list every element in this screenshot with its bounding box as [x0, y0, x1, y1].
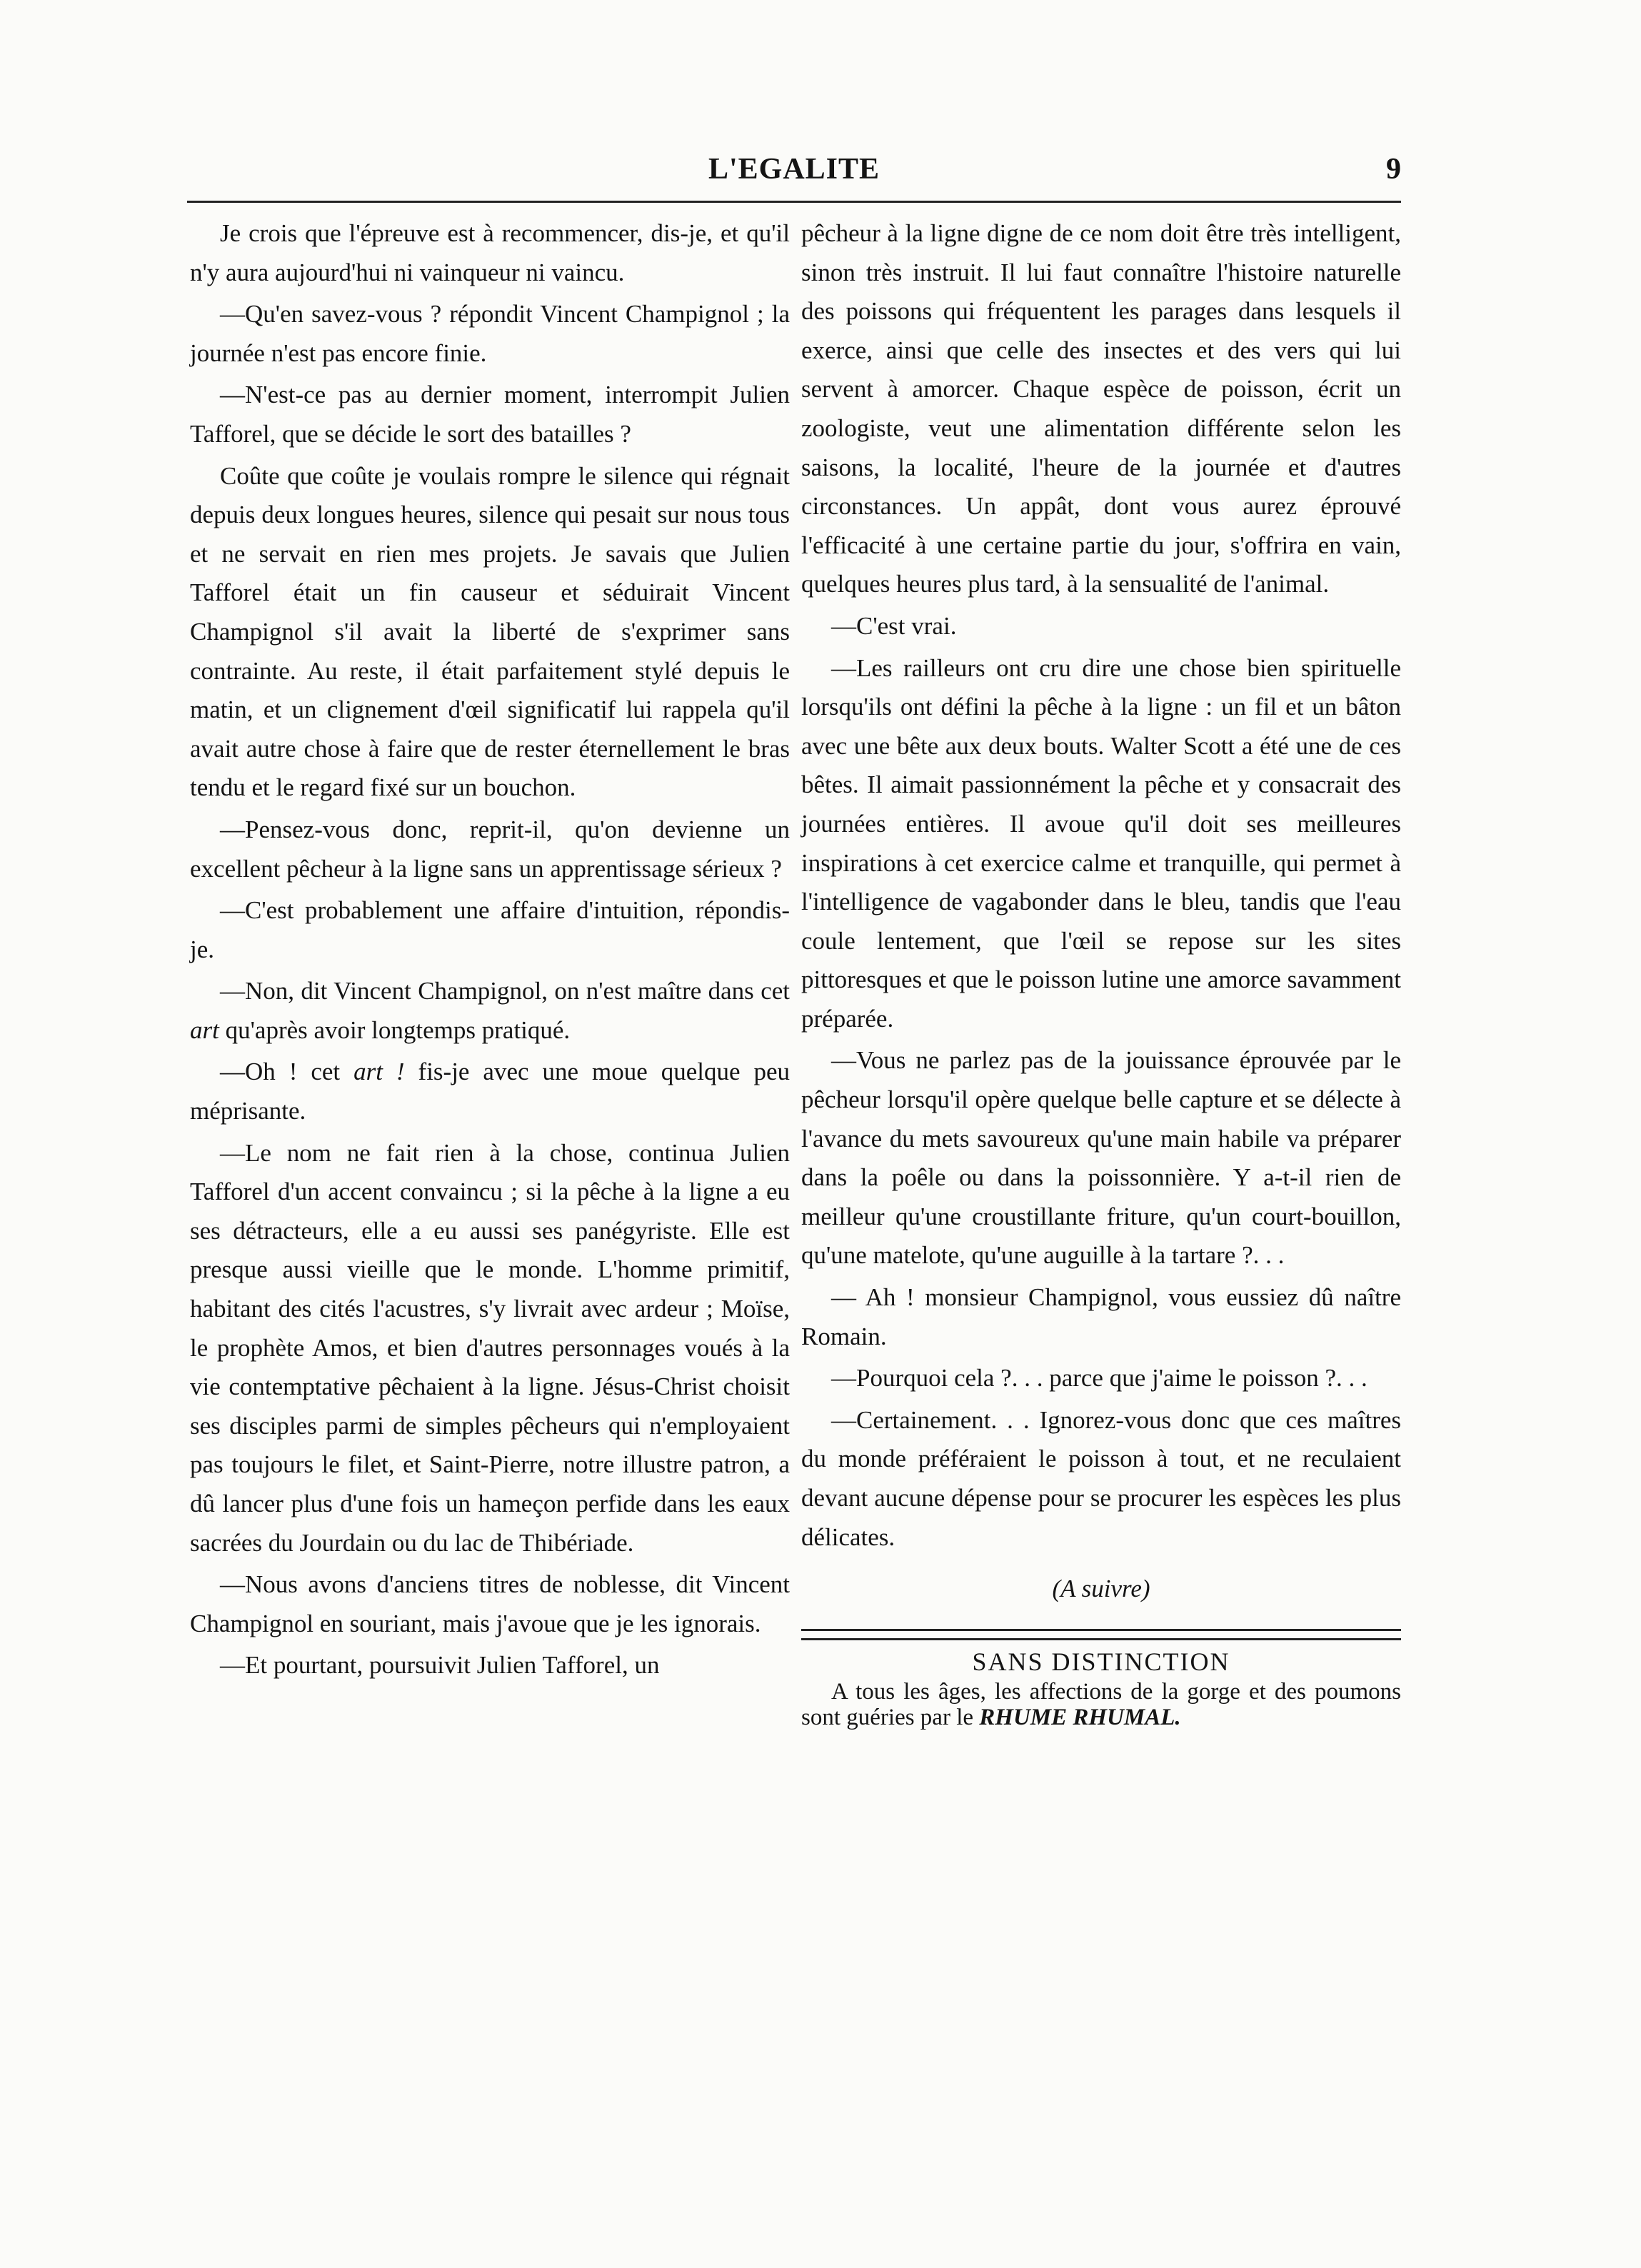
paragraph: —N'est-ce pas au dernier moment, interrompit Julien Tafforel, que se décide le sort des batailles ? — [190, 381, 790, 448]
page-number: 9 — [1386, 153, 1401, 186]
paragraph-text: —Oh ! cet — [220, 1058, 341, 1086]
a-suivre: (A suivre) — [1052, 1575, 1150, 1603]
header-rule — [187, 201, 1401, 203]
paragraph: —Et pourtant, poursuivit Julien Tafforel, un — [220, 1651, 660, 1680]
paragraph: —Qu'en savez-vous ? répondit Vincent Champignol ; la journée n'est pas encore finie. — [190, 300, 790, 367]
paragraph — [190, 972, 790, 1050]
paragraph: —C'est vrai. — [831, 611, 957, 640]
paragraph: —Pensez-vous donc, reprit-il, qu'on devienne un excellent pêcheur à la ligne sans un apprentissage sérieux ? — [190, 815, 790, 883]
right-column — [801, 214, 1401, 1730]
advert-brand: RHUME RHUMAL. — [979, 1704, 1181, 1730]
paragraph-text: —Non, dit Vincent Champignol, on n'est maître dans cet — [220, 977, 790, 1005]
advert-title: SANS DISTINCTION — [972, 1647, 1230, 1676]
paragraph: — Ah ! monsieur Champignol, vous eussiez dû naître Romain. — [801, 1283, 1401, 1350]
italic-word: art ! — [353, 1058, 405, 1086]
paragraph: pêcheur à la ligne digne de ce nom doit être très intelligent, sinon très instruit. Il lui faut connaître l'histoire naturelle des poissons qui fréquentent les parages dans lesquels il exerce, ainsi que celle des insectes et des vers qui lui servent à amorcer. Chaque espèce de poisson, écrit un zoologiste, veut une alimentation différente selon les saisons, la localité, l'heure de la journée et d'autres circonstances. Un appât, dont vous aurez éprouvé l'efficacité à une certaine partie du jour, s'offrira en vain, quelques heures plus tard, à la sensualité de l'animal. — [801, 219, 1401, 598]
page-header — [187, 146, 1401, 192]
paragraph: —Pourquoi cela ?. . . parce que j'aime le poisson ?. . . — [831, 1364, 1368, 1393]
advert-text — [801, 1679, 1401, 1730]
paragraph-text: qu'après avoir longtemps pratiqué. — [219, 1015, 571, 1044]
italic-word: art — [190, 1015, 219, 1044]
newspaper-title: L'EGALITE — [708, 153, 880, 186]
paragraph: —Les railleurs ont cru dire une chose bien spirituelle lorsqu'ils ont défini la pêche à la ligne : un fil et un bâton avec une bête aux deux bouts. Walter Scott a été une de ces bêtes. Il aimait passionnément la pêche et y consacrait des journées entières. Il avoue qu'il doit ses meilleures inspirations à cet exercice calme et tranquille, qui permet à l'intelligence de vagabonder dans le bleu, tandis que l'eau coule lentement, que l'œil se repose sur les sites pittoresques et que le poisson lutine une amorce savamment préparée. — [801, 653, 1401, 1033]
paragraph: —C'est probablement une affaire d'intuition, répondis-je. — [190, 896, 790, 963]
double-rule — [801, 1629, 1401, 1640]
paragraph — [190, 1053, 790, 1130]
paragraph: —Vous ne parlez pas de la jouissance éprouvée par le pêcheur lorsqu'il opère quelque belle capture et se délecte à l'avance du mets savoureux qu'une main habile va préparer dans la poêle ou dans la poissonnière. Y a-t-il rien de meilleur qu'une croustillante friture, qu'un court-bouillon, qu'une matelote, qu'une auguille à la tartare ?. . . — [801, 1046, 1401, 1270]
paragraph: —Nous avons d'anciens titres de noblesse, dit Vincent Champignol en souriant, mais j'avoue que je les ignorais. — [190, 1570, 790, 1637]
paragraph: Coûte que coûte je voulais rompre le silence qui régnait depuis deux longues heures, silence qui pesait sur nous tous et ne servait en rien mes projets. Je savais que Julien Tafforel était un fin causeur et séduirait Vincent Champignol s'il avait la liberté de s'exprimer sans contrainte. Au reste, il était parfaitement stylé depuis le matin, et un clignement d'œil significatif lui rappela qu'il avait autre chose à faire que de rester éternellement le bras tendu et le regard fixé sur un bouchon. — [190, 461, 790, 802]
paragraph-text: fis-je avec une moue quelque peu méprisante. — [190, 1058, 791, 1125]
paragraph: Je crois que l'épreuve est à recommencer, dis-je, et qu'il n'y aura aujourd'hui ni vainqueur ni vaincu. — [190, 219, 790, 286]
left-column — [190, 214, 790, 1685]
paragraph: —Certainement. . . Ignorez-vous donc que ces maîtres du monde préféraient le poisson à tout, et ne reculaient devant aucune dépense pour se procurer les espèces les plus délicates. — [801, 1405, 1401, 1551]
paragraph: —Le nom ne fait rien à la chose, continua Julien Tafforel d'un accent convaincu ; si la pêche à la ligne a eu ses détracteurs, elle a eu aussi ses panégyriste. Elle est presque aussi vieille que le monde. L'homme primitif, habitant des cités l'acustres, s'y livrait avec ardeur ; Moïse, le prophète Amos, et bien d'autres personnages voués à la vie contemptative pêchaient à la ligne. Jésus-Christ choisit ses disciples parmi de simples pêcheurs qui n'employaient pas toujours le filet, et Saint-Pierre, notre illustre patron, a dû lancer plus d'une fois un hameçon perfide dans les eaux sacrées du Jourdain ou du lac de Thibériade. — [190, 1138, 790, 1557]
advert-body: A tous les âges, les affections de la gorge et des poumons sont guéries par le — [801, 1678, 1401, 1730]
